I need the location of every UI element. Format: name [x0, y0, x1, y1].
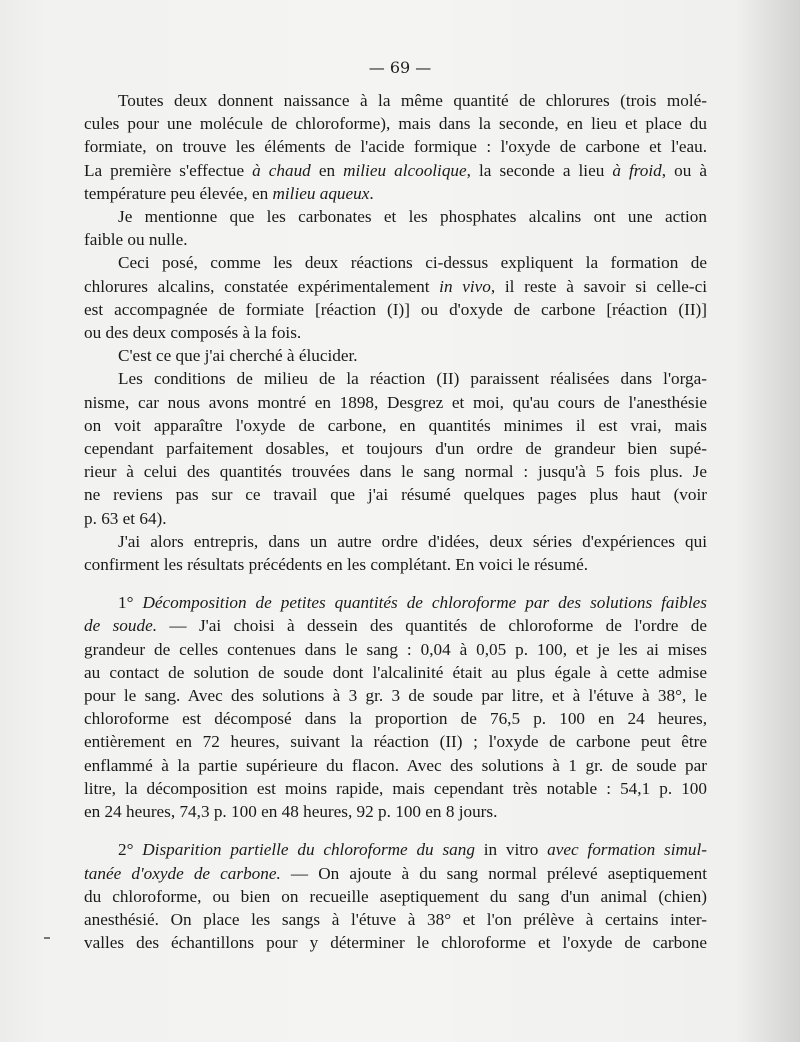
paragraph-p6: [84, 530, 707, 576]
text-line: [84, 530, 707, 553]
text-run: , il reste à savoir si celle-ci: [490, 276, 707, 296]
text-run: nisme, car nous avons montré en 1898, Desgrez et moi, qu'au cours de l'anesthésie: [84, 392, 707, 412]
text-line: [84, 684, 707, 707]
text-run: — J'ai choisi à dessein des quantités de chloroforme de l'ordre de: [157, 616, 708, 636]
text-run: , la seconde a lieu: [466, 160, 613, 180]
text-line: [84, 135, 707, 158]
text-run: chloroforme est décomposé dans la proportion de 76,5 p. 100 en 24 heures,: [84, 709, 707, 729]
text-run: Ceci posé, comme les deux réactions ci-dessus expliquent la formation de: [118, 253, 707, 273]
text-run: au contact de solution de soude dont l'alcalinité était au plus égale à cette admise: [84, 662, 707, 682]
text-run: — On ajoute à du sang normal prélevé aseptiquement: [280, 863, 707, 883]
text-run: est accompagnée de formiate [réaction (I)] ou d'oxyde de carbone [réaction (II)]: [84, 299, 707, 319]
paragraph-gap: [84, 823, 707, 838]
text-line: [84, 367, 707, 390]
text-run: p. 63 et 64).: [84, 508, 167, 528]
paragraph-p4: [84, 344, 707, 367]
text-run: C'est ce que j'ai cherché à élucider.: [118, 346, 358, 366]
text-run: entièrement en 72 heures, suivant la réaction (II) ; l'oxyde de carbone peut être: [84, 732, 707, 752]
text-line: [84, 391, 707, 414]
text-run: chlorures alcalins, constatée expérimentalement: [84, 276, 440, 296]
text-run: ou des deux composés à la fois.: [84, 323, 302, 343]
text-run: en 24 heures, 74,3 p. 100 en 48 heures, 92 p. 100 en 8 jours.: [84, 802, 498, 822]
text-run: , ou à: [661, 160, 707, 180]
text-run: valles des échantillons pour y déterminer le chloroforme et l'oxyde de carbone: [84, 933, 707, 953]
text-line: [84, 591, 707, 614]
text-run: en: [310, 160, 344, 180]
paragraph-p7: [84, 591, 707, 823]
text-line: [84, 800, 707, 823]
text-line: [84, 754, 707, 777]
text-run: faible ou nulle.: [84, 230, 188, 250]
text-run: litre, la décomposition est moins rapide, mais cependant très notable : 54,1 p. 100: [84, 778, 707, 798]
text-run: on voit apparaître l'oxyde de carbone, en quantités minimes il est vrai, mais: [84, 415, 707, 435]
text-run: Toutes deux donnent naissance à la même quantité de chlorures (trois molé-: [118, 91, 707, 110]
text-run: rieur à celui des quantités trouvées dans le sang normal : jusqu'à 5 fois plus. Je: [84, 462, 707, 482]
paragraph-gap: [84, 576, 707, 591]
text-line: [84, 707, 707, 730]
text-line: [84, 885, 707, 908]
text-run: 1°: [118, 593, 143, 613]
text-line: [84, 89, 707, 112]
text-line: [84, 437, 707, 460]
italic-run: Disparition partielle du chloroforme du sang: [142, 840, 475, 860]
italic-run: avec formation simul-: [547, 840, 707, 860]
paragraph-p2: [84, 205, 707, 251]
text-line: [84, 483, 707, 506]
text-run: Je mentionne que les carbonates et les phosphates alcalins ont une action: [118, 207, 707, 227]
text-run: cules pour une molécule de chloroforme), mais dans la seconde, en lieu et place du: [84, 114, 707, 134]
text-run: Les conditions de milieu de la réaction (II) paraissent réalisées dans l'orga-: [118, 369, 707, 389]
text-line: [84, 205, 707, 228]
text-run: La première s'effectue: [84, 160, 253, 180]
text-line: [84, 777, 707, 800]
italic-run: Décomposition de petites quantités de chloroforme par des solutions faibles: [142, 593, 707, 613]
text-line: [84, 507, 707, 530]
text-run: du chloroforme, ou bien on recueille aseptiquement du sang d'un animal (chien): [84, 886, 707, 906]
text-run: température peu élevée, en: [84, 183, 273, 203]
paragraph-p8: [84, 838, 707, 954]
text-run: pour le sang. Avec des solutions à 3 gr. 3 de soude par litre, et à l'étuve à 38°, le: [84, 686, 707, 706]
italic-run: à froid: [612, 160, 662, 180]
text-run: enflammé à la partie supérieure du flacon. Avec des solutions à 1 gr. de soude par: [84, 755, 707, 775]
text-line: [84, 298, 707, 321]
text-line: [84, 112, 707, 135]
text-line: [84, 275, 707, 298]
text-line: [84, 251, 707, 274]
text-run: formiate, on trouve les éléments de l'acide formique : l'oxyde de carbone et l'eau.: [84, 137, 707, 157]
text-line: [84, 838, 707, 861]
paragraph-p1: [84, 89, 707, 205]
scan-speck: [44, 937, 50, 939]
text-line: [84, 614, 707, 637]
text-run: grandeur de celles contenues dans le sang : 0,04 à 0,05 p. 100, et je les ai mises: [84, 639, 707, 659]
text-run: J'ai alors entrepris, dans un autre ordre d'idées, deux séries d'expériences qui: [118, 531, 707, 551]
paragraph-p3: [84, 251, 707, 344]
text-line: [84, 228, 707, 251]
italic-run: à chaud: [252, 160, 311, 180]
paragraph-p5: [84, 367, 707, 529]
body-text: [84, 89, 707, 954]
text-line: [84, 661, 707, 684]
text-line: [84, 414, 707, 437]
text-line: [84, 730, 707, 753]
italic-run: milieu aqueux: [272, 183, 370, 203]
text-line: [84, 908, 707, 931]
italic-run: milieu alcoolique: [343, 160, 467, 180]
text-line: [84, 931, 707, 954]
text-line: [84, 460, 707, 483]
text-run: ne reviens pas sur ce travail que j'ai résumé quelques pages plus haut (voir: [84, 485, 707, 505]
text-run: 2°: [118, 840, 143, 860]
text-line: [84, 321, 707, 344]
text-run: cependant parfaitement dosables, et toujours d'un ordre de grandeur bien supé-: [84, 439, 707, 459]
text-line: [84, 638, 707, 661]
text-line: [84, 182, 707, 205]
italic-run: in vivo: [439, 276, 491, 296]
text-line: [84, 159, 707, 182]
text-run: in vitro: [474, 840, 548, 860]
page-number: — 69 —: [368, 58, 432, 77]
text-run: anesthésié. On place les sangs à l'étuve à 38° et l'on prélève à certains inter-: [84, 909, 707, 929]
text-run: confirment les résultats précédents en les complétant. En voici le résumé.: [84, 555, 588, 575]
text-line: [84, 553, 707, 576]
text-run: .: [369, 183, 374, 203]
italic-run: tanée d'oxyde de carbone.: [84, 863, 281, 883]
text-line: [84, 862, 707, 885]
text-line: [84, 344, 707, 367]
italic-run: de soude.: [84, 616, 158, 636]
